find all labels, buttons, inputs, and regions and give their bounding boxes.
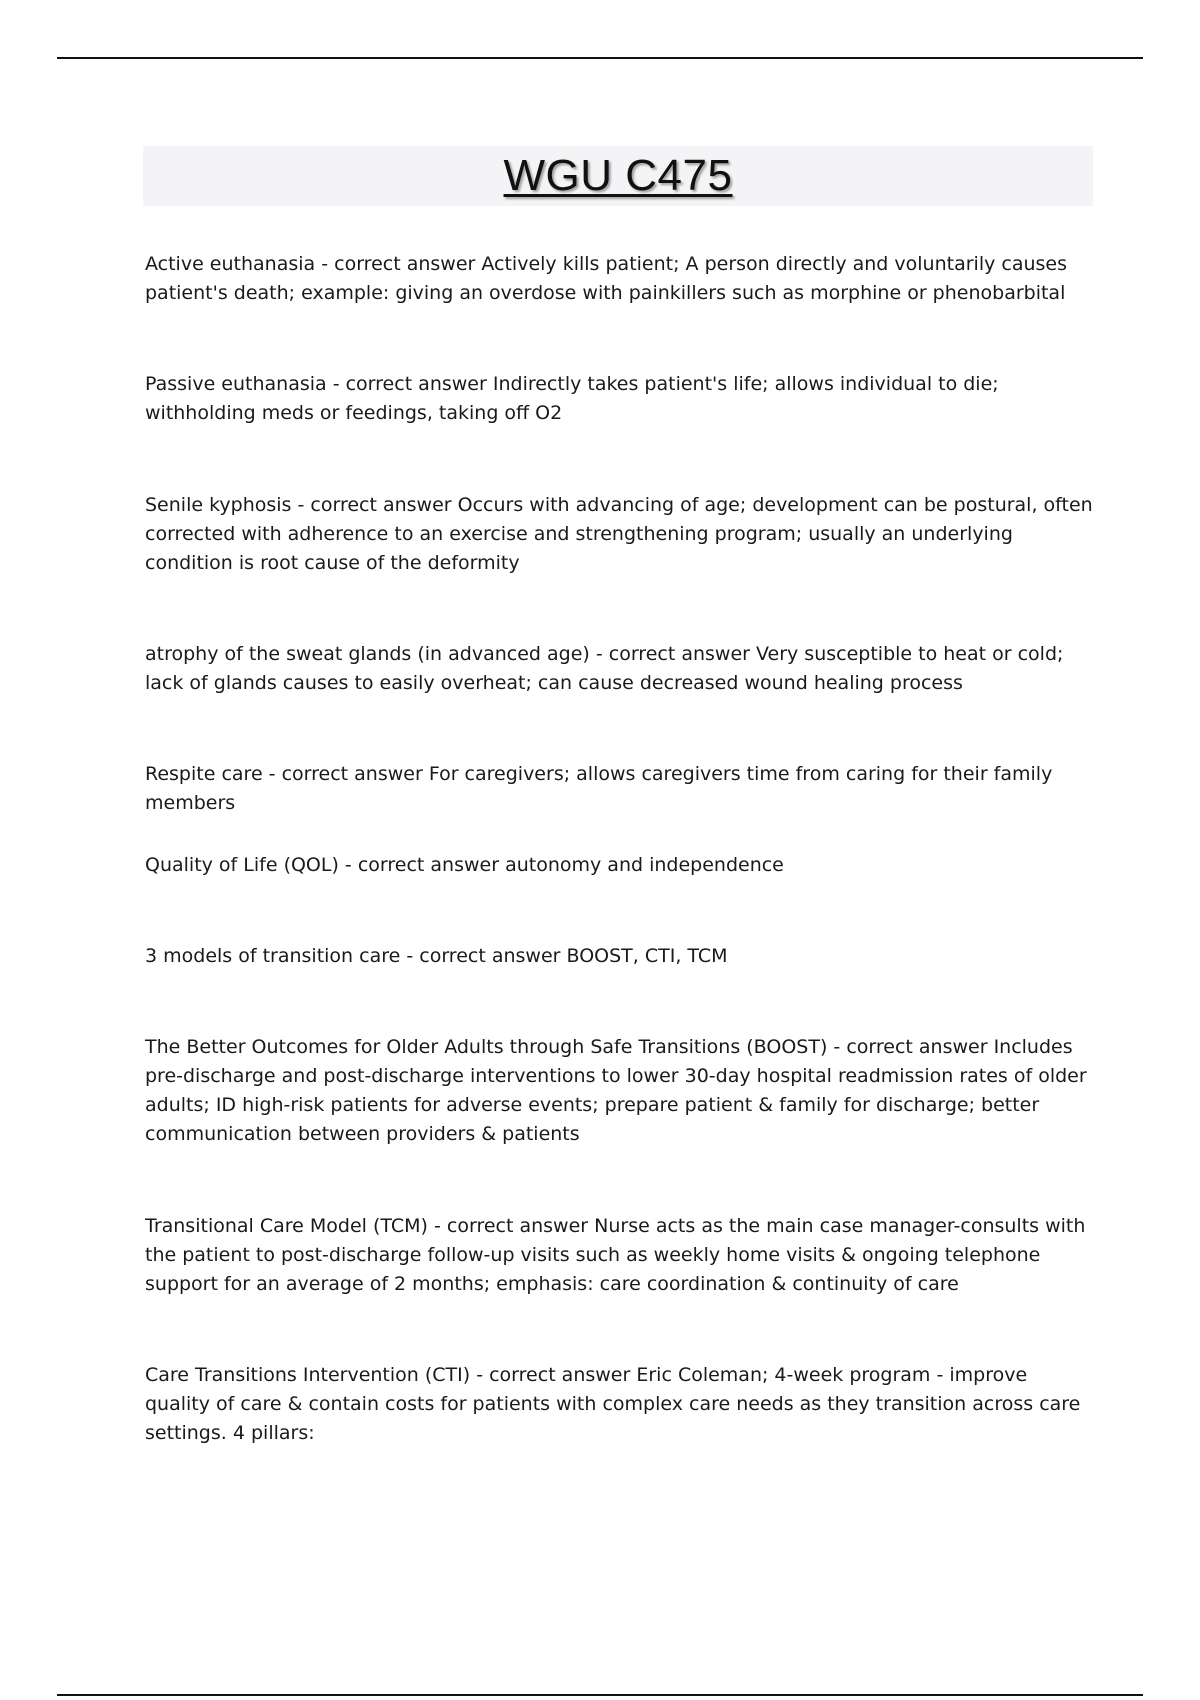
title-banner (143, 146, 1093, 206)
entry-label: correct answer (846, 1036, 988, 1058)
flashcard-entry (145, 370, 1095, 428)
entry-term: Transitional Care Model (TCM) (145, 1215, 428, 1237)
bottom-rule (57, 1694, 1143, 1696)
entry-label: correct answer (310, 494, 452, 516)
flashcard-entry (145, 250, 1095, 308)
entry-answer: Nurse acts as the main case manager-consults with the patient to post-discharge follow-up visits such as weekly home visits & ongoing telephone support for an average of 2 months; emphasis: care coordination & continuity of care (145, 1215, 1086, 1295)
entry-label: correct answer (334, 253, 476, 275)
entry-term: Care Transitions Intervention (CTI) (145, 1364, 471, 1386)
entry-separator: - (470, 1364, 490, 1386)
top-rule (57, 57, 1143, 59)
entry-separator: - (326, 373, 346, 395)
entry-answer: Indirectly takes patient's life; allows individual to die; withholding meds or feedings, taking off O2 (145, 373, 999, 424)
entry-term: atrophy of the sweat glands (in advanced age) (145, 643, 590, 665)
entry-separator: - (827, 1036, 847, 1058)
flashcard-entry (145, 1361, 1095, 1448)
entry-label: correct answer (608, 643, 750, 665)
entry-term: Respite care (145, 763, 263, 785)
entry-separator: - (315, 253, 335, 275)
entry-term: Passive euthanasia (145, 373, 327, 395)
entry-label: correct answer (357, 854, 500, 876)
entry-answer: Actively kills patient; A person directly and voluntarily causes patient's death; example: giving an overdose with painkillers such as morphine or phenobarbital (145, 253, 1068, 304)
entry-answer: Eric Coleman; 4-week program - improve quality of care & contain costs for patients with complex care needs as they transition across care settings. 4 pillars: (145, 1364, 1081, 1444)
flashcard-entry (145, 1212, 1095, 1299)
entry-separator: - (262, 763, 282, 785)
flashcard-entry (145, 640, 1095, 698)
entry-separator: - (338, 854, 358, 876)
flashcard-entry (145, 942, 1095, 971)
entry-label: correct answer (281, 763, 423, 785)
entry-term: Quality of Life (QOL) (145, 854, 339, 876)
entry-label: correct answer (419, 945, 561, 967)
entry-term: Senile kyphosis (145, 494, 292, 516)
document-title: WGU C475 (503, 151, 733, 200)
flashcard-entry (145, 491, 1095, 578)
entry-separator: - (427, 1215, 447, 1237)
flashcard-entry (145, 851, 1095, 880)
entry-separator: - (589, 643, 609, 665)
entry-separator: - (291, 494, 311, 516)
entry-term: The Better Outcomes for Older Adults through Safe Transitions (BOOST) (145, 1036, 828, 1058)
entry-label: correct answer (489, 1364, 631, 1386)
flashcard-entry (145, 760, 1095, 818)
entry-label: correct answer (345, 373, 487, 395)
entry-term: Active euthanasia (145, 253, 316, 275)
entry-answer: Occurs with advancing of age; development can be postural, often corrected with adherence to an exercise and strengthening program; usually an underlying condition is root cause of the deformity (145, 494, 1093, 574)
entry-answer: Includes pre-discharge and post-discharge interventions to lower 30-day hospital readmission rates of older adults; ID high-risk patients for adverse events; prepare patient & family for discharge; better communication between providers & patients (145, 1036, 1087, 1145)
entry-answer: Very susceptible to heat or cold; lack of glands causes to easily overheat; can cause decreased wound healing process (145, 643, 1064, 694)
entry-answer: BOOST, CTI, TCM (566, 945, 728, 967)
entry-term: 3 models of transition care (145, 945, 401, 967)
flashcard-entry (145, 1033, 1095, 1149)
entry-separator: - (400, 945, 420, 967)
entry-answer: autonomy and independence (505, 854, 784, 876)
entry-answer: For caregivers; allows caregivers time from caring for their family members (145, 763, 1053, 814)
entry-label: correct answer (446, 1215, 589, 1237)
